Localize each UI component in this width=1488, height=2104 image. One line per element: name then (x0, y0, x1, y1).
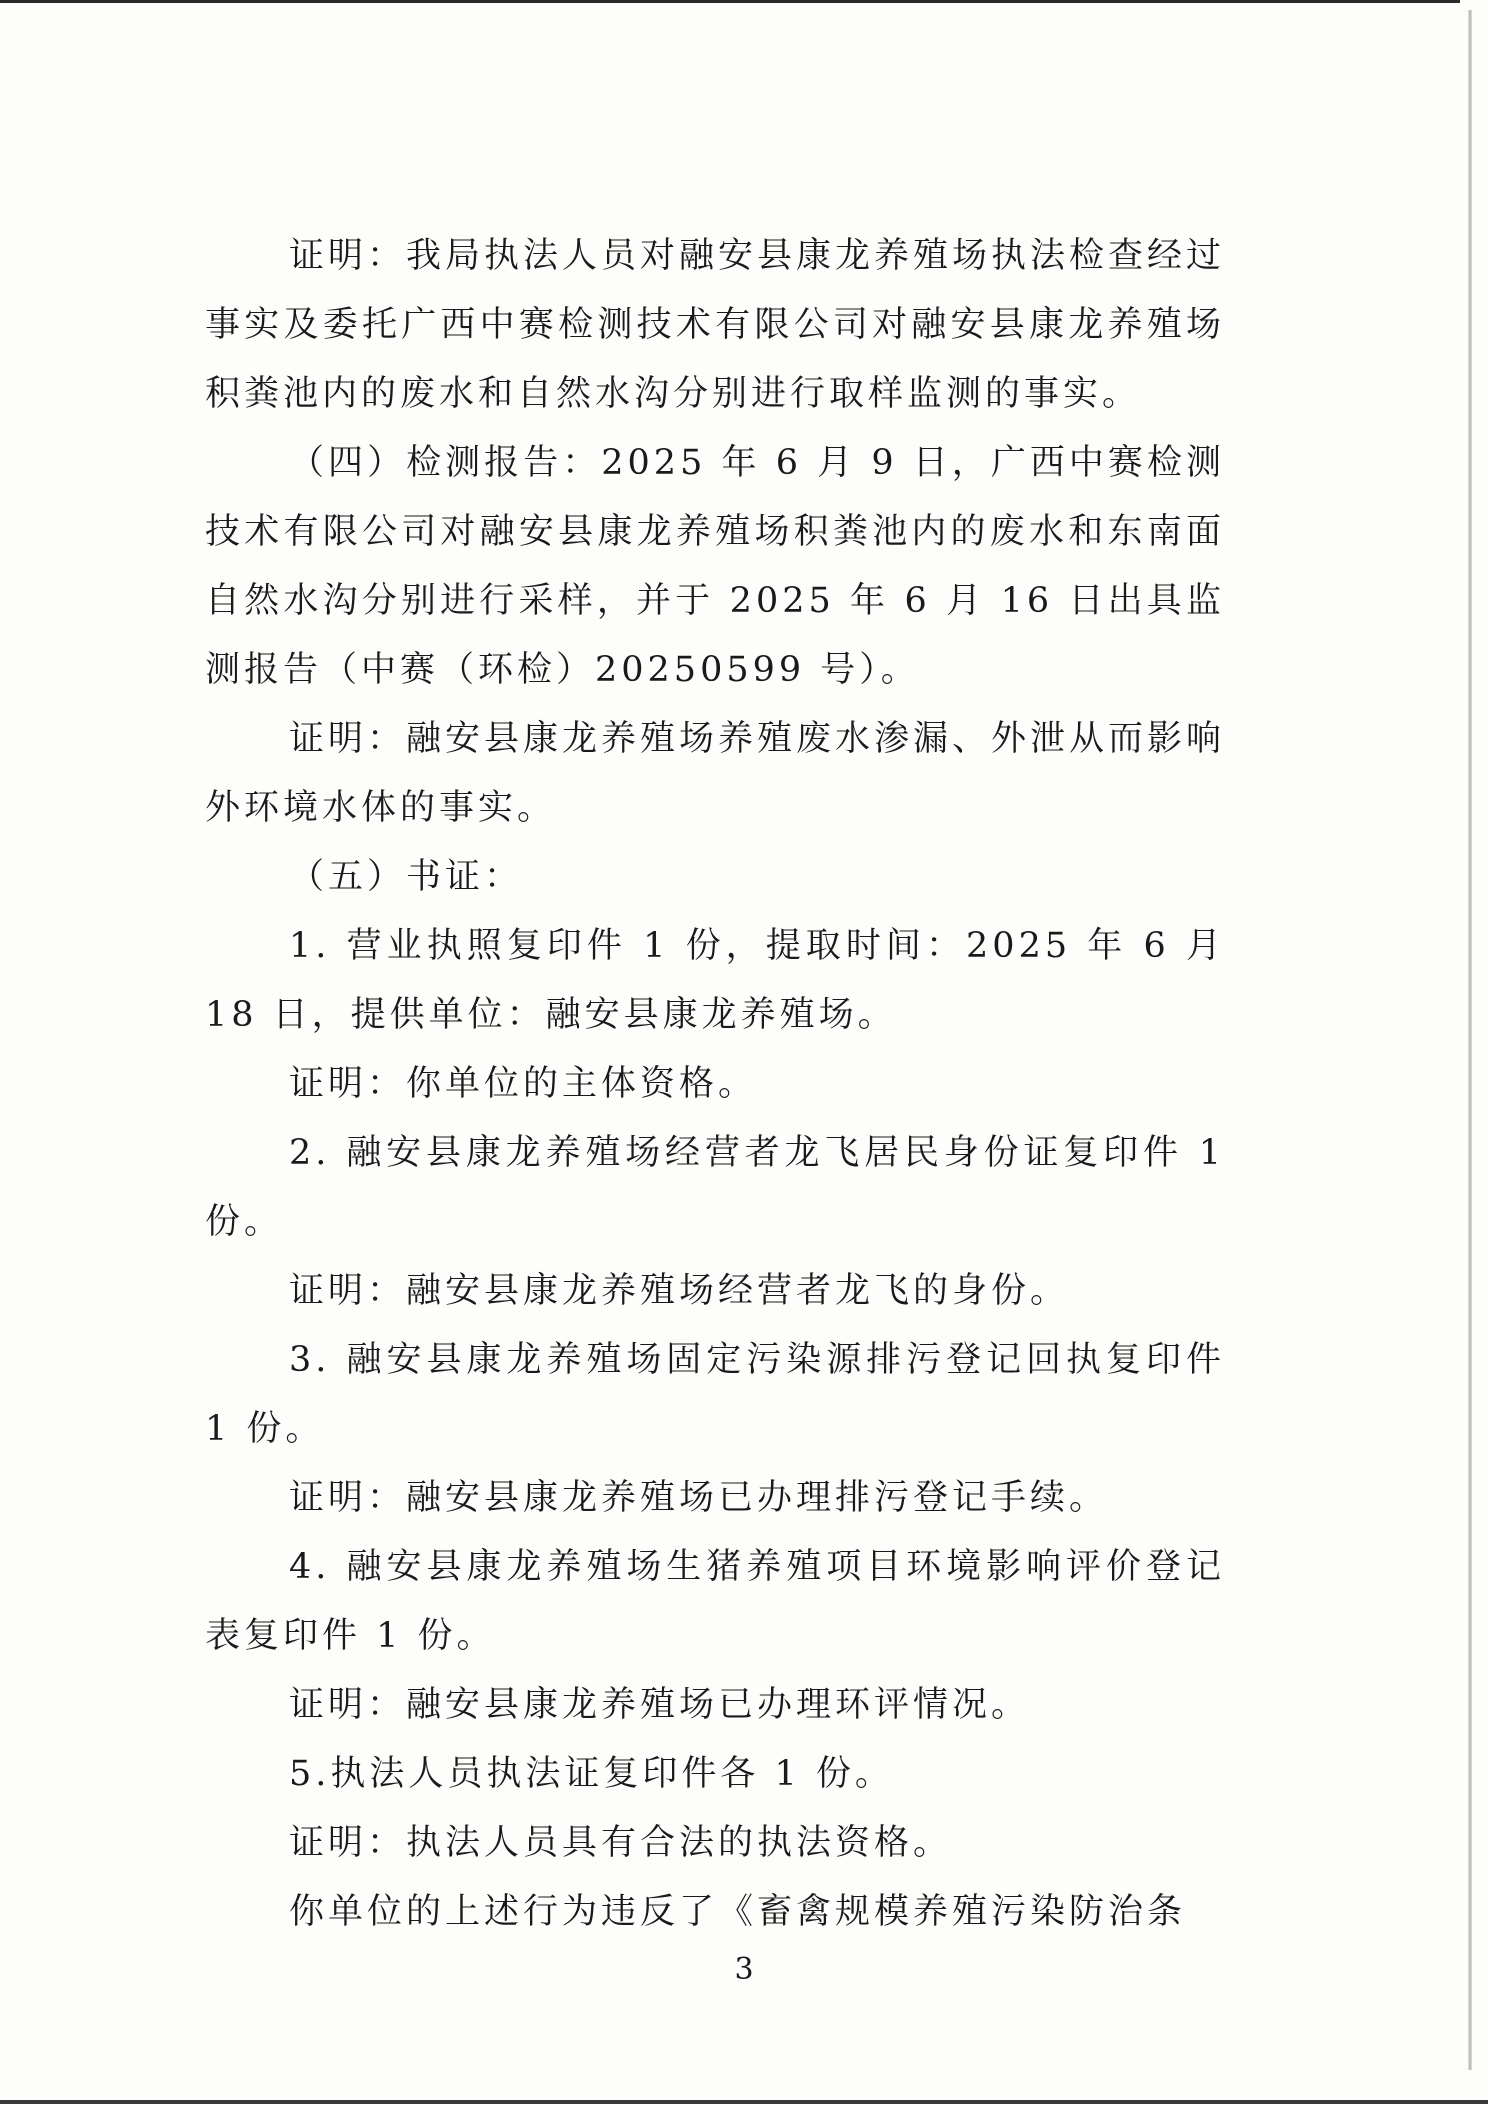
list-item: 3. 融安县康龙养殖场固定污染源排污登记回执复印件 1 份。 (205, 1340, 1225, 1449)
list-item: 1. 营业执照复印件 1 份，提取时间：2025 年 6 月 18 日，提供单位：融安县康龙养殖场。 (205, 926, 1225, 1035)
paragraph: 证明：融安县康龙养殖场经营者龙飞的身份。 (289, 1271, 1070, 1311)
paragraph: 证明：融安县康龙养殖场养殖废水渗漏、外泄从而影响外环境水体的事实。 (205, 719, 1226, 828)
paragraph: 你单位的上述行为违反了《畜禽规模养殖污染防治条 (289, 1892, 1187, 1932)
section-heading: （五）书证： (289, 857, 524, 897)
paragraph: 证明：你单位的主体资格。 (289, 1064, 758, 1104)
paragraph: 证明：我局执法人员对融安县康龙养殖场执法检查经过事实及委托广西中赛检测技术有限公司对融安县康龙养殖场积粪池内的废水和自然水沟分别进行取样监测的事实。 (205, 236, 1226, 414)
document-body (205, 222, 1225, 1947)
scan-bottom-edge (0, 2100, 1488, 2104)
page-number: 3 (734, 1952, 754, 1987)
scan-right-edge (1468, 10, 1472, 2070)
paragraph: 证明：执法人员具有合法的执法资格。 (289, 1823, 953, 1863)
paragraph: 证明：融安县康龙养殖场已办理排污登记手续。 (289, 1478, 1109, 1518)
paragraph: 证明：融安县康龙养殖场已办理环评情况。 (289, 1685, 1031, 1725)
list-item: 5.执法人员执法证复印件各 1 份。 (289, 1754, 894, 1794)
list-item: 2. 融安县康龙养殖场经营者龙飞居民身份证复印件 1 份。 (205, 1133, 1225, 1242)
paragraph: （四）检测报告：2025 年 6 月 9 日，广西中赛检测技术有限公司对融安县康龙养殖场积粪池内的废水和东南面自然水沟分别进行采样，并于 2025 年 6 月 16 日出具监测报告（中赛（环检）20250599 号）。 (205, 443, 1225, 690)
list-item: 4. 融安县康龙养殖场生猪养殖项目环境影响评价登记表复印件 1 份。 (205, 1547, 1225, 1656)
scan-top-edge (0, 0, 1460, 3)
